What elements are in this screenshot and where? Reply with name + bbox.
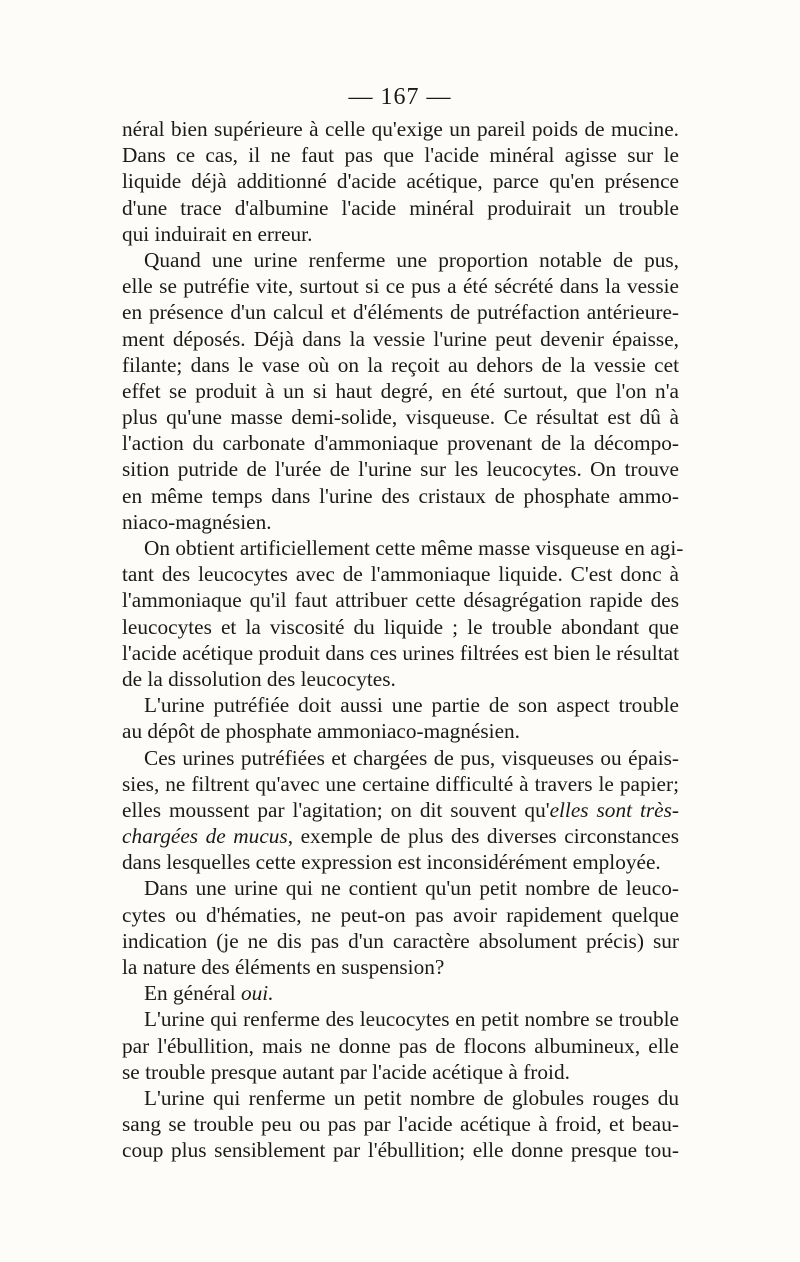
body-text bbox=[122, 116, 684, 1164]
text-line: dans lesquelles cette expression est inconsidérément employée. bbox=[122, 850, 661, 875]
text-line: chargées de mucus, exemple de plus des diverses circonstances bbox=[122, 824, 679, 849]
text-line: On obtient artificiellement cette même masse visqueuse en agi- bbox=[144, 536, 684, 560]
text-line: plus qu'une masse demi-solide, visqueuse. Ce résultat est dû à bbox=[122, 405, 679, 430]
text-line: tant des leucocytes avec de l'ammoniaque liquide. C'est donc à bbox=[122, 562, 679, 587]
text-line: sition putride de l'urée de l'urine sur les leucocytes. On trouve bbox=[122, 457, 679, 482]
paragraph-9 bbox=[122, 1085, 679, 1164]
text-line: En général oui. bbox=[144, 981, 274, 1006]
text-line: Dans ce cas, il ne faut pas que l'acide minéral agisse sur le bbox=[122, 143, 679, 168]
text-line: filante; dans le vase où on la reçoit au dehors de la vessie cet bbox=[122, 352, 679, 377]
text-line: niaco-magnésien. bbox=[122, 509, 272, 534]
text-line: d'une trace d'albumine l'acide minéral produirait un trouble bbox=[122, 195, 679, 220]
text-line: néral bien supérieure à celle qu'exige un pareil poids de mucine. bbox=[122, 117, 679, 141]
paragraph-5 bbox=[122, 745, 679, 876]
italic-text: elles sont très- bbox=[549, 797, 679, 822]
text-line: par l'ébullition, mais ne donne pas de flocons albumineux, elle bbox=[122, 1033, 679, 1058]
paragraph-2 bbox=[122, 247, 679, 535]
text-line: en même temps dans l'urine des cristaux de phosphate ammo- bbox=[122, 483, 679, 508]
text-line: l'ammoniaque qu'il faut attribuer cette désagrégation rapide des bbox=[122, 588, 679, 613]
text-line: sies, ne filtrent qu'avec une certaine difficulté à travers le papier; bbox=[122, 771, 679, 796]
text-line: l'acide acétique produit dans ces urines filtrées est bien le résultat bbox=[122, 640, 679, 665]
text-line: elle se putréfie vite, surtout si ce pus a été sécrété dans la vessie bbox=[122, 274, 679, 299]
paragraph-8 bbox=[122, 1006, 679, 1085]
paragraph-4 bbox=[122, 692, 679, 744]
paragraph-1 bbox=[122, 116, 679, 247]
text-line: sang se trouble peu ou pas par l'acide acétique à froid, et beau- bbox=[122, 1112, 679, 1137]
text-line: Quand une urine renferme une proportion notable de pus, bbox=[144, 247, 679, 272]
text-line: indication (je ne dis pas d'un caractère absolument précis) sur bbox=[122, 928, 679, 953]
text-line: Dans une urine qui ne contient qu'un petit nombre de leuco- bbox=[144, 876, 679, 901]
text-line: leucocytes et la viscosité du liquide ; le trouble abondant que bbox=[122, 614, 679, 639]
text-line: en présence d'un calcul et d'éléments de putréfaction antérieure- bbox=[122, 300, 679, 325]
paragraph-6 bbox=[122, 875, 679, 980]
text-line: liquide déjà additionné d'acide acétique, parce qu'en présence bbox=[122, 169, 679, 194]
text-line: l'action du carbonate d'ammoniaque provenant de la décompo- bbox=[122, 431, 679, 456]
text-line: au dépôt de phosphate ammoniaco-magnésien. bbox=[122, 719, 521, 744]
page-number: — 167 — bbox=[348, 84, 452, 110]
text-line: de la dissolution des leucocytes. bbox=[122, 666, 396, 691]
italic-text: chargées de mucus bbox=[122, 824, 288, 849]
text-line: coup plus sensiblement par l'ébullition; elle donne presque tou- bbox=[122, 1138, 679, 1163]
text-line: cytes ou d'hématies, ne peut-on pas avoir rapidement quelque bbox=[122, 902, 679, 927]
text-line: L'urine putréfiée doit aussi une partie de son aspect trouble bbox=[144, 693, 679, 718]
text-line: se trouble presque autant par l'acide acétique à froid. bbox=[122, 1059, 570, 1084]
text-line: L'urine qui renferme des leucocytes en petit nombre se trouble bbox=[144, 1007, 679, 1032]
paragraph-7 bbox=[122, 980, 679, 1006]
text-line: la nature des éléments en suspension? bbox=[122, 955, 445, 979]
text-line: ment déposés. Déjà dans la vessie l'urine peut devenir épaisse, bbox=[122, 326, 679, 351]
text-line: effet se produit à un si haut degré, en été surtout, que l'on n'a bbox=[122, 378, 679, 403]
text-line: qui induirait en erreur. bbox=[122, 221, 313, 246]
text-line: L'urine qui renferme un petit nombre de globules rouges du bbox=[144, 1085, 679, 1110]
italic-text: oui. bbox=[240, 981, 274, 1006]
text-line: elles moussent par l'agitation; on dit souvent qu'elles sont très- bbox=[122, 797, 679, 822]
paragraph-3 bbox=[122, 535, 684, 692]
text-line: Ces urines putréfiées et chargées de pus, visqueuses ou épais- bbox=[144, 745, 679, 770]
